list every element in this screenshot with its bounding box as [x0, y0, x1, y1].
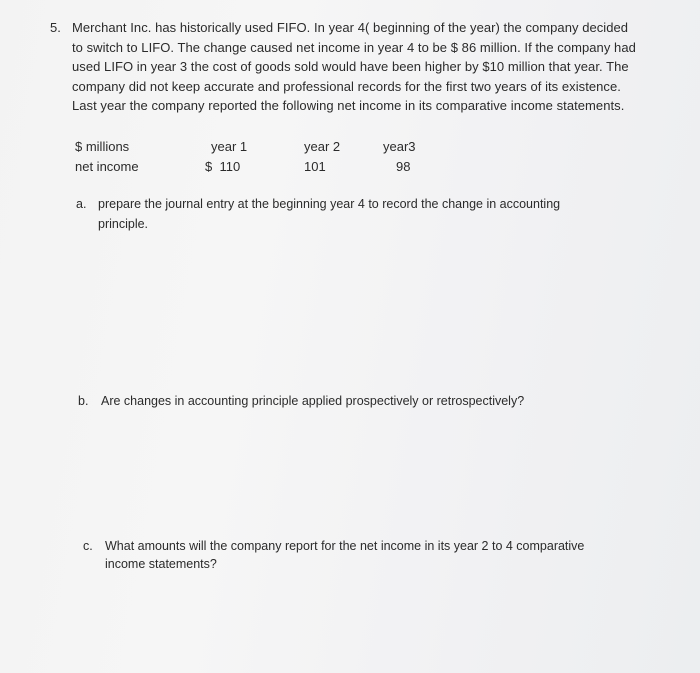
part-a-letter: a.	[76, 197, 87, 211]
question-line: Last year the company reported the following net income in its comparative income statements.	[72, 98, 625, 114]
column-header-year-3: year3	[383, 139, 416, 154]
table-row-label: net income	[75, 159, 139, 174]
net-income-year-3: 98	[396, 159, 411, 174]
part-a-line: principle.	[98, 217, 149, 231]
table-unit-label: $ millions	[75, 139, 130, 154]
question-number: 5.	[50, 20, 61, 35]
part-b-line: Are changes in accounting principle applied prospectively or retrospectively?	[101, 394, 525, 408]
part-c-letter: c.	[83, 539, 93, 553]
question-line: Merchant Inc. has historically used FIFO. In year 4( beginning of the year) the company decided	[72, 20, 629, 35]
part-b-letter: b.	[78, 394, 89, 408]
column-header-year-1: year 1	[211, 139, 248, 154]
part-c-line: income statements?	[105, 557, 217, 571]
question-line: used LIFO in year 3 the cost of goods sold would have been higher by $10 million that year. The	[72, 59, 629, 75]
column-header-year-2: year 2	[304, 139, 341, 154]
question-line: to switch to LIFO. The change caused net income in year 4 to be $ 86 million. If the company had	[72, 39, 636, 55]
question-text	[72, 18, 637, 116]
net-income-year-1: $ 110	[205, 159, 241, 174]
part-a-line: prepare the journal entry at the beginning year 4 to record the change in accounting	[98, 197, 561, 211]
question-line: company did not keep accurate and professional records for the first two years of its existence.	[72, 78, 621, 94]
part-c-line: What amounts will the company report for the net income in its year 2 to 4 comparative	[105, 539, 585, 553]
net-income-year-2: 101	[304, 159, 326, 174]
